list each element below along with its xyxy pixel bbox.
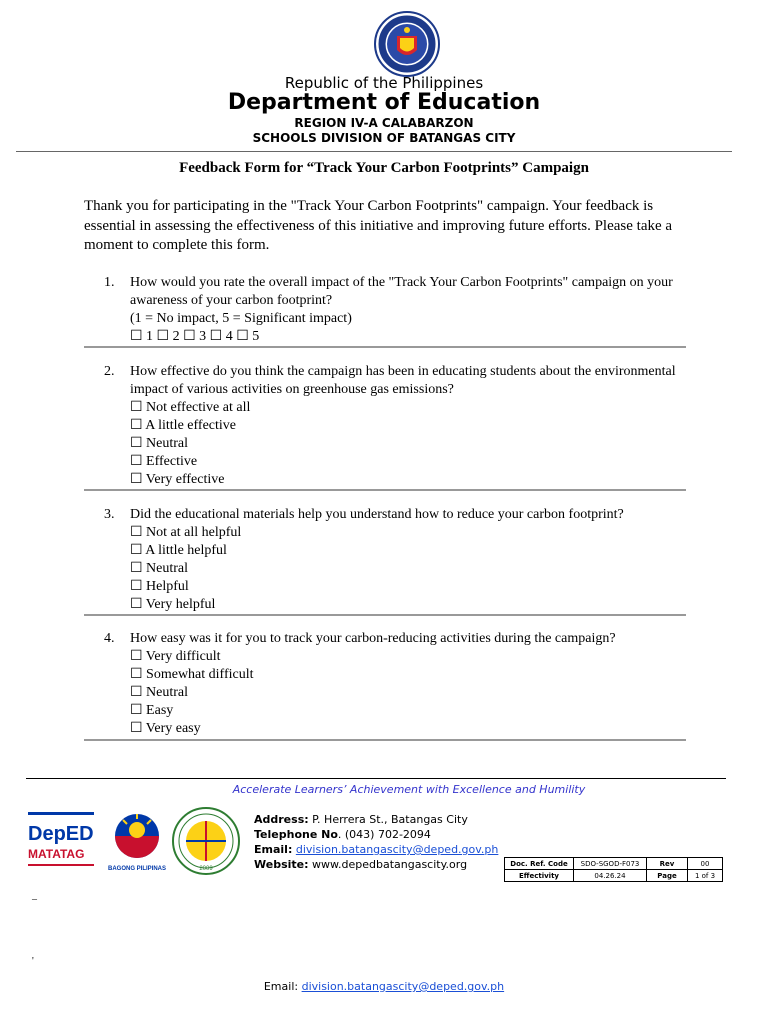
contact-block bbox=[254, 812, 498, 872]
rating-scale-checkboxes[interactable]: ☐ 1 ☐ 2 ☐ 3 ☐ 4 ☐ 5 bbox=[130, 329, 260, 344]
option-checkbox[interactable]: ☐ A little helpful bbox=[130, 543, 227, 558]
rating-note: (1 = No impact, 5 = Significant impact) bbox=[130, 311, 352, 326]
department-heading: Department of Education bbox=[227, 90, 541, 115]
option-checkbox[interactable]: ☐ Very difficult bbox=[130, 649, 221, 664]
svg-text:MATATAG: MATATAG bbox=[28, 847, 85, 861]
address-value: P. Herrera St., Batangas City bbox=[312, 813, 468, 826]
option-checkbox[interactable]: ☐ Somewhat difficult bbox=[130, 667, 254, 682]
bottom-email-label: Email: bbox=[263, 980, 299, 993]
email-link[interactable]: division.batangascity@deped.gov.ph bbox=[295, 843, 499, 856]
form-title: Feedback Form for “Track Your Carbon Footprints” Campaign bbox=[179, 160, 589, 176]
website-link[interactable]: www.depedbatangascity.org bbox=[312, 858, 468, 871]
option-checkbox[interactable]: ☐ Very effective bbox=[130, 472, 225, 487]
deped-seal-icon bbox=[373, 10, 441, 78]
question-divider bbox=[84, 614, 686, 616]
option-checkbox[interactable]: ☐ Not at all helpful bbox=[130, 525, 242, 540]
question-number: 1. bbox=[104, 275, 115, 290]
option-checkbox[interactable]: ☐ Effective bbox=[130, 454, 198, 469]
question-text: Did the educational materials help you understand how to reduce your carbon footprint? bbox=[130, 507, 624, 522]
svg-text:2009: 2009 bbox=[199, 866, 213, 872]
effectivity-label: Effectivity bbox=[505, 870, 574, 882]
document-reference-table bbox=[504, 857, 723, 882]
question-number: 4. bbox=[104, 631, 115, 646]
question-number: 2. bbox=[104, 364, 115, 379]
option-checkbox[interactable]: ☐ A little effective bbox=[130, 418, 236, 433]
option-checkbox[interactable]: ☐ Neutral bbox=[130, 685, 189, 700]
question-divider bbox=[84, 739, 686, 741]
footer-divider bbox=[26, 778, 726, 779]
bottom-email-link[interactable]: division.batangascity@deped.gov.ph bbox=[301, 980, 505, 993]
option-checkbox[interactable]: ☐ Not effective at all bbox=[130, 400, 251, 415]
deped-matatag-logo-icon bbox=[28, 812, 94, 874]
svg-text:BAGONG PILIPINAS: BAGONG PILIPINAS bbox=[107, 866, 167, 872]
doc-ref-value: SDO-SGOD-F073 bbox=[574, 858, 647, 870]
option-checkbox[interactable]: ☐ Easy bbox=[130, 703, 174, 718]
rev-label: Rev bbox=[647, 858, 688, 870]
address-label: Address: bbox=[254, 813, 309, 826]
option-checkbox[interactable]: ☐ Very easy bbox=[130, 721, 201, 736]
effectivity-value: 04.26.24 bbox=[574, 870, 647, 882]
question-3 bbox=[84, 506, 686, 614]
option-checkbox[interactable]: ☐ Neutral bbox=[130, 436, 189, 451]
telephone-value: . (043) 702-2094 bbox=[337, 828, 431, 841]
question-2 bbox=[84, 363, 686, 489]
question-number: 3. bbox=[104, 507, 115, 522]
header-divider bbox=[16, 151, 732, 152]
intro-paragraph: Thank you for participating in the "Track Your Carbon Footprints" campaign. Your feedback is essential in assessing the effectiveness of this initiative and improving future efforts. Please take a moment to complete this form. bbox=[84, 198, 673, 253]
question-divider bbox=[84, 489, 686, 491]
question-text: How would you rate the overall impact of the "Track Your Carbon Footprints" campaign on your awareness of your carbon footprint? bbox=[130, 275, 673, 308]
question-divider bbox=[84, 346, 686, 348]
motto: Accelerate Learners’ Achievement with Excellence and Humility bbox=[232, 783, 586, 796]
website-label: Website: bbox=[254, 858, 309, 871]
bottom-email-line bbox=[0, 980, 768, 993]
republic-heading: Republic of the Philippines bbox=[284, 74, 484, 92]
page-value: 1 of 3 bbox=[688, 870, 723, 882]
question-4 bbox=[84, 630, 686, 738]
stray-mark: ' bbox=[32, 956, 34, 967]
page-label: Page bbox=[647, 870, 688, 882]
question-text: How easy was it for you to track your carbon-reducing activities during the campaign? bbox=[130, 631, 616, 646]
email-label: Email: bbox=[254, 843, 293, 856]
schools-division-seal-icon bbox=[171, 806, 241, 876]
division-heading: SCHOOLS DIVISION OF BATANGAS CITY bbox=[252, 131, 516, 145]
svg-text:DepED: DepED bbox=[28, 823, 94, 845]
rev-value: 00 bbox=[688, 858, 723, 870]
question-text: How effective do you think the campaign has been in educating students about the environmental impact of various activities on greenhouse gas emissions? bbox=[130, 364, 676, 397]
stray-mark: – bbox=[32, 894, 37, 905]
option-checkbox[interactable]: ☐ Very helpful bbox=[130, 597, 216, 612]
option-checkbox[interactable]: ☐ Helpful bbox=[130, 579, 189, 594]
region-heading: REGION IV-A CALABARZON bbox=[294, 116, 474, 130]
telephone-label: Telephone No bbox=[254, 828, 338, 841]
option-checkbox[interactable]: ☐ Neutral bbox=[130, 561, 189, 576]
doc-ref-label: Doc. Ref. Code bbox=[505, 858, 574, 870]
question-1 bbox=[84, 274, 686, 346]
bagong-pilipinas-logo-icon bbox=[104, 808, 170, 874]
